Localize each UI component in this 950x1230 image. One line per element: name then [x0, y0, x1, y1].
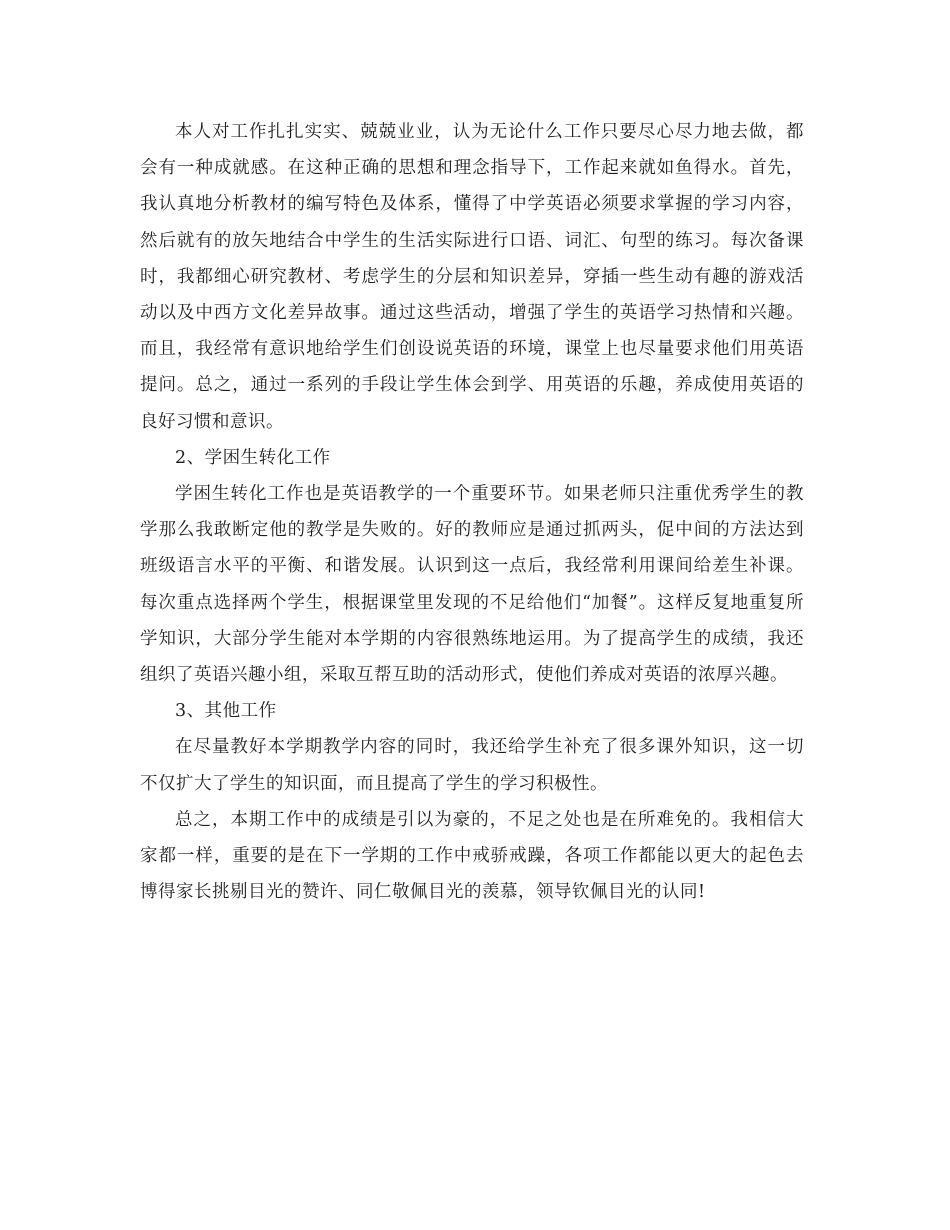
document-body: [140, 114, 804, 910]
paragraph-teaching-method: 本人对工作扎扎实实、兢兢业业，认为无论什么工作只要尽心尽力地去做，都会有一种成就感。在这种正确的思想和理念指导下，工作起来就如鱼得水。首先，我认真地分析教材的编写特色及体系，懂得了中学英语必须要求掌握的学习内容，然后就有的放矢地结合中学生的生活实际进行口语、词汇、句型的练习。每次备课时，我都细心研究教材、考虑学生的分层和知识差异，穿插一些生动有趣的游戏活动以及中西方文化差异故事。通过这些活动，增强了学生的英语学习热情和兴趣。而且，我经常有意识地给学生们创设说英语的环境，课堂上也尽量要求他们用英语提问。总之，通过一系列的手段让学生体会到学、用英语的乐趣，养成使用英语的良好习惯和意识。: [140, 122, 804, 432]
section-heading-struggling-students: 2、学困生转化工作: [175, 447, 331, 468]
paragraph-other-work: 在尽量教好本学期教学内容的同时，我还给学生补充了很多课外知识，这一切不仅扩大了学生的知识面，而且提高了学生的学习积极性。: [140, 737, 804, 794]
paragraph-struggling-students: 学困生转化工作也是英语教学的一个重要环节。如果老师只注重优秀学生的教学那么我敢断定他的教学是失败的。好的教师应是通过抓两头，促中间的方法达到班级语言水平的平衡、和谐发展。认识到这一点后，我经常利用课间给差生补课。每次重点选择两个学生，根据课堂里发现的不足给他们“加餐”。这样反复地重复所学知识，大部分学生能对本学期的内容很熟练地运用。为了提高学生的成绩，我还组织了英语兴趣小组，采取互帮互助的活动形式，使他们养成对英语的浓厚兴趣。: [140, 484, 804, 686]
paragraph-conclusion: 总之，本期工作中的成绩是引以为豪的，不足之处也是在所难免的。我相信大家都一样，重要的是在下一学期的工作中戒骄戒躁，各项工作都能以更大的起色去博得家长挑剔目光的赞许、同仁敬佩目光的羡慕，领导钦佩目光的认同!: [140, 809, 804, 903]
section-heading-other-work: 3、其他工作: [175, 701, 277, 722]
